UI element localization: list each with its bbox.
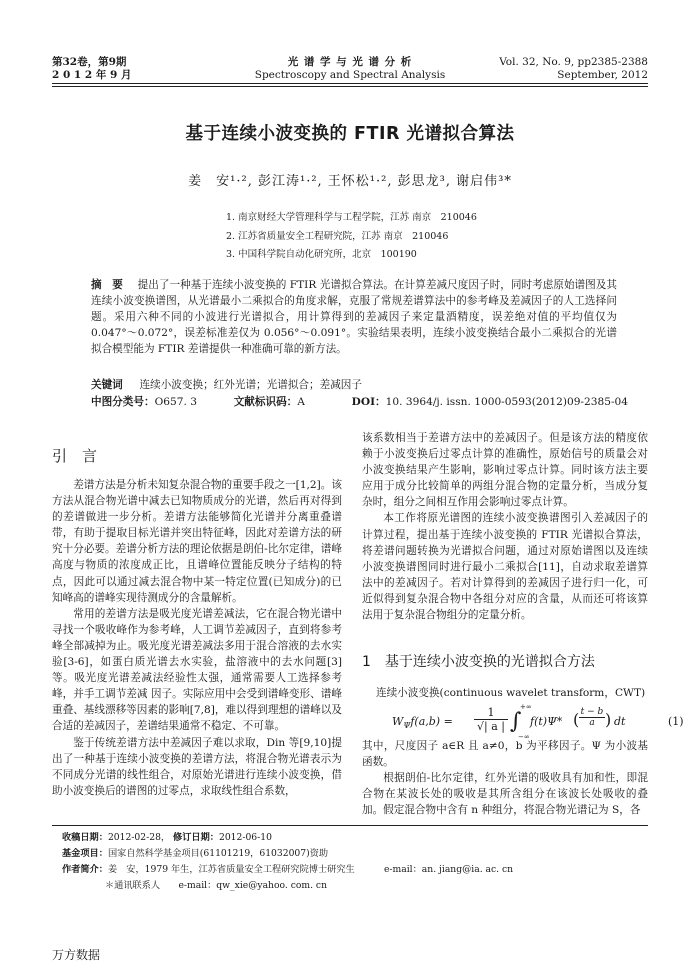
keywords <box>91 378 362 392</box>
eq-paren-right: ) <box>605 710 612 729</box>
classification-line <box>91 395 631 409</box>
eq-int-lower: −∞ <box>518 733 530 741</box>
intro-paragraph-4: 该系数相当于差谱方法中的差减因子。但是该方法的精度依赖于小波变换后过零点计算的准确性，原始信号的质量会对小波变换结果产生影响，影响过零点计算。同时该方法主要应用于成分比较简单的两组分混合物的定量分析，当成分复杂时，组分之间相互作用会影响过零点计算。 <box>362 432 648 509</box>
paper-title: 基于连续小波变换的 FTIR 光谱拟合算法 <box>185 124 515 144</box>
eq-inner-den: a <box>589 718 595 728</box>
footnote-dates <box>62 831 272 845</box>
integral-sign: ∫ <box>510 709 522 734</box>
clc-label: 中图分类号： <box>91 396 155 408</box>
section-1-heading: 1 基于连续小波变换的光谱拟合方法 <box>362 654 595 670</box>
eq-dt: dt <box>614 715 626 728</box>
eq-fraction-den: √| a | <box>477 720 505 733</box>
revised-label: 修订日期： <box>173 832 219 843</box>
author-bio-label: 作者简介： <box>62 864 108 875</box>
author-list: 姜 安¹·², 彭江涛¹·², 王怀松¹·², 彭思龙³, 谢启伟³* <box>188 174 512 189</box>
header-date-cn: 2 0 1 2 年 9 月 <box>52 69 132 81</box>
fund-label: 基金项目： <box>62 848 108 859</box>
header-rule <box>52 83 648 84</box>
eq-args: f(a,b) = <box>410 715 453 728</box>
header-volume-cn: 第32卷，第9期 <box>52 56 127 68</box>
right-column-top <box>362 430 648 623</box>
received-label: 收稿日期： <box>62 832 108 843</box>
abstract-text: 提出了一种基于连续小波变换的 FTIR 光谱拟合算法。在计算差减尺度因子时，同时考虑原始谱图及其连续小波变换谱图，从光谱最小二乘拟合的角度求解，克服了常规差谱算法中的参考峰及差减因子的人工选择问题。采用六种不同的小波进行光谱拟合，用计算得到的差减因子来定量酒精度，误差绝对值的平均值仅为 0.047°～0.072°，误差标准差仅为 0.056°～0.091°。实验结果表明，连续小波变换结合最小二乘拟合的光谱拟合模型能为 FTIR 差谱提供一种准确可靠的新方法。 <box>91 279 618 355</box>
eq-lhs: W <box>392 715 404 728</box>
author-email: e-mail：an. jiang@ia. ac. cn <box>384 864 514 875</box>
affiliation-1: 1. 南京财经大学管理科学与工程学院，江苏 南京 210046 <box>226 212 477 223</box>
intro-paragraph-3: 鉴于传统差谱方法中差减因子难以求取，Din 等[9,10]提出了一种基于连续小波变换的差谱方法，将混合物光谱表示为不同成分光谱的线性组合，对原始光谱进行连续小波变换，借助小波变换后的谱图的过零点，求取线性组合系数， <box>52 736 342 797</box>
keywords-text: 连续小波变换；红外光谱；光谱拟合；差减因子 <box>139 379 362 391</box>
doi-label: DOI： <box>351 396 386 408</box>
header-volume-en: Vol. 32, No. 9, pp2385-2388 <box>499 56 648 68</box>
watermark-text: 万方数据 <box>52 948 101 962</box>
eq-int-upper: +∞ <box>520 703 532 711</box>
intro-paragraph-1: 差谱方法是分析未知复杂混合物的重要手段之一[1,2]。该方法从混合物光谱中减去已知物质成分的光谱，然后再对得到的差谱做进一步分析。差谱方法能够简化光谱并分离重叠谱带，有助于提取目标光谱并突出特征峰，因此对差谱方法的研究十分必要。差谱分析方法的理论依据是朗伯-比尔定律，谱峰高度与物质的浓度成正比，且谱峰位置能反映分子结构的特点，因此可以通过减去混合物中某一特定位置(已知成分)的已知峰高的谱峰实现待测成分的含量解析。 <box>52 479 342 604</box>
eq-fraction-num: 1 <box>474 706 508 720</box>
header-journal-en: Spectroscopy and Spectral Analysis <box>254 69 446 81</box>
affiliation-2: 2. 江苏省质量安全工程研究院，江苏 南京 210046 <box>226 231 449 242</box>
corresponding-author: ＊通讯联系人 e-mail：qw_xie@yahoo. com. cn <box>105 880 327 891</box>
abstract-label: 摘 要 <box>91 279 123 291</box>
doc-code-label: 文献标识码： <box>233 396 298 408</box>
cwt-intro: 连续小波变换(continuous wavelet transform，CWT) <box>376 687 646 699</box>
doi-value: 10. 3964/j. issn. 1000-0593(2012)09-2385-04 <box>385 396 629 408</box>
keywords-label: 关键词 <box>91 379 123 391</box>
section-intro-heading: 引 言 <box>52 447 98 465</box>
intro-paragraph-2: 常用的差谱方法是吸光度光谱差减法，它在混合物光谱中寻找一个吸收峰作为参考峰，人工调节差减因子，直到将参考峰全部减掉为止。吸光度光谱差减法多用于混合溶液的去水实验[3-6]，如蛋白质光谱去水实验，盐溶液中的去水问题[3]等。吸光度光谱差减法经验性太强，通常需要人工选择参考峰，并手工调节差减 因子。实际应用中会受到谱峰变形、谱峰重叠、基线漂移等因素的影响[7,8]，难以得到理想的谱峰以及合适的差减因子，差谱结果通常不稳定、不可靠。 <box>52 607 342 733</box>
left-column <box>52 477 342 799</box>
clc-value: O657. 3 <box>154 396 197 408</box>
intro-paragraph-5: 本工作将原光谱图的连续小波变换谱图引入差减因子的计算过程，提出基于连续小波变换的 FTIR 光谱拟合算法，将差谱问题转换为光谱拟合问题，通过对原始谱图以及连续小波变换谱图同时进行最小二乘拟合[11]，自动求取差谱算法中的差减因子。若对计算得到的差减因子进行归一化，可近似得到复杂混合物中各组分对应的含量，从而还可将该算法用于复杂混合物组分的定量分析。 <box>362 512 648 622</box>
right-column-bottom <box>362 738 648 818</box>
eq-number: (1) <box>668 715 684 728</box>
footnote-rule <box>52 825 648 826</box>
header-volume-en-block <box>499 56 648 82</box>
author-bio: 姜 安，1979 年生，江苏省质量安全工程研究院博士研究生 <box>107 864 355 875</box>
eq-paren-left: ( <box>573 710 580 729</box>
eq-integrand: f(t)Ψ* <box>530 715 563 728</box>
received-date: 2012-02-28， <box>107 832 171 843</box>
header-rule-thin <box>52 86 648 87</box>
formula-explanation: 其中，尺度因子 a∈R 且 a≠0，b 为平移因子。Ψ 为小波基函数。 <box>362 740 648 769</box>
abstract <box>91 277 617 357</box>
header-journal-cn: 光 谱 学 与 光 谱 分 析 <box>287 56 413 68</box>
affiliation-3: 3. 中国科学院自动化研究所，北京 100190 <box>226 249 417 260</box>
footnote-fund <box>62 847 328 861</box>
eq-sub: Ψ <box>403 721 411 731</box>
equation-1 <box>392 703 684 741</box>
beer-lambert-paragraph: 根据朗伯-比尔定律，红外光谱的吸收具有加和性，即混合物在某波长处的吸收是其所含组分在该波长处吸收的叠加。假定混合物中含有 n 种组分，将混合物光谱记为 S，各 <box>362 772 648 817</box>
fund-text: 国家自然科学基金项目(61101219，61032007)资助 <box>107 848 329 859</box>
doc-code-value: A <box>297 396 305 408</box>
header-date-en: September, 2012 <box>557 69 648 81</box>
eq-inner-num: t − b <box>580 707 604 717</box>
footnote-author <box>62 863 642 877</box>
revised-date: 2012-06-10 <box>218 832 272 843</box>
